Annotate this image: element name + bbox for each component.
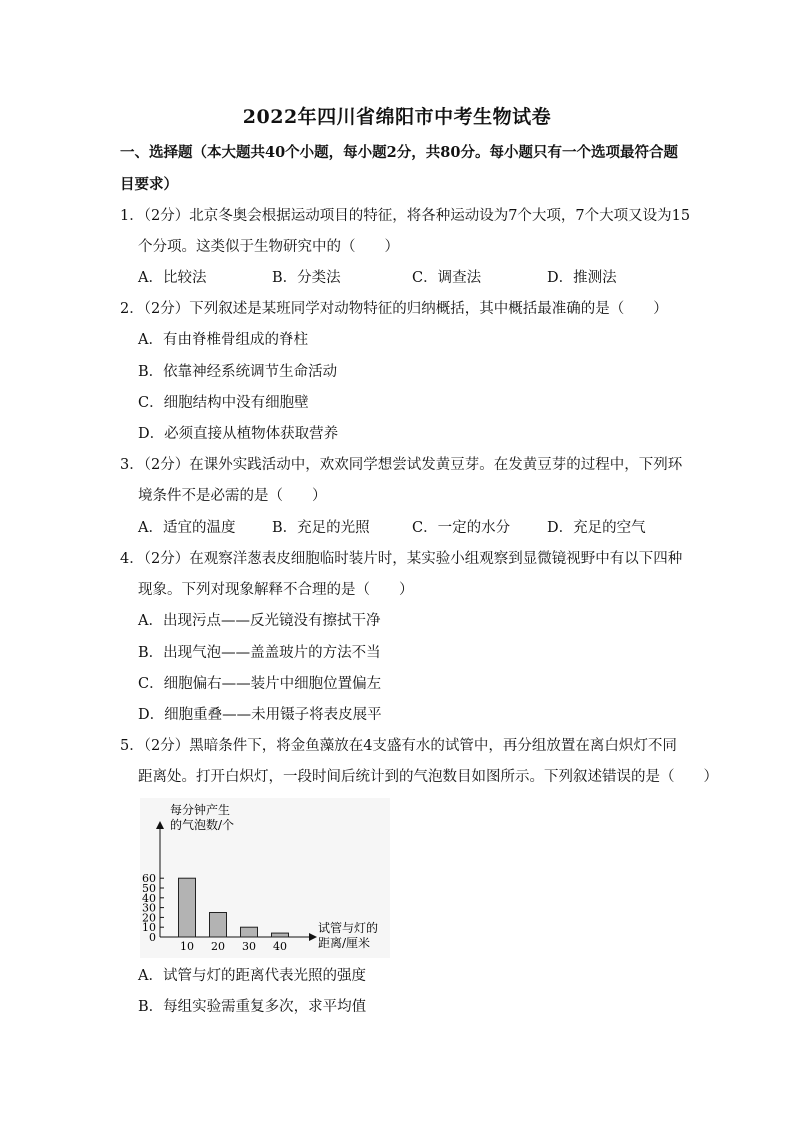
bar-40: [272, 933, 289, 937]
y-tick-label: 20: [142, 911, 156, 925]
q3-option-d: D．充足的空气: [547, 520, 646, 536]
q5-option-a: A．试管与灯的距离代表光照的强度: [138, 968, 366, 984]
y-tick-label: 50: [142, 882, 156, 895]
q1-stem-line1: 1．（2分）北京冬奥会根据运动项目的特征，将各种运动设为7个大项，7个大项又设为15: [120, 208, 691, 224]
q2-option-a: A．有由脊椎骨组成的脊柱: [138, 332, 308, 348]
q3-stem-line2: 境条件不是必需的是（ ）: [138, 488, 327, 504]
y-tick-label: 40: [142, 891, 156, 905]
q5-option-b: B．每组实验需重复多次，求平均值: [138, 999, 367, 1015]
x-tick-label: 30: [242, 940, 256, 953]
x-tick-label: 40: [273, 940, 287, 953]
q4-option-d: D．细胞重叠——未用镊子将表皮展平: [138, 707, 382, 723]
q2-option-c: C．细胞结构中没有细胞壁: [138, 395, 309, 411]
y-axis-label-line2: 的气泡数/个: [170, 818, 235, 832]
page-title: 2022年四川省绵阳市中考生物试卷: [242, 106, 552, 128]
section-heading-line1: 一、选择题（本大题共40个小题，每小题2分，共80分。每小题只有一个选项最符合题: [120, 144, 678, 161]
q1-option-b: B．分类法: [272, 270, 341, 286]
x-tick-label: 10: [180, 940, 194, 953]
y-axis-label-line1: 每分钟产生: [170, 803, 231, 817]
bubble-count-bar-chart: [140, 798, 390, 958]
q3-stem-line1: 3．（2分）在课外实践活动中，欢欢同学想尝试发黄豆芽。在发黄豆芽的过程中，下列环: [120, 457, 683, 473]
q1-option-d: D．推测法: [547, 270, 617, 286]
q2-option-b: B．依靠神经系统调节生命活动: [138, 364, 338, 380]
y-tick-label: 30: [142, 901, 156, 915]
q4-option-b: B．出现气泡——盖盖玻片的方法不当: [138, 645, 381, 661]
q4-stem-line1: 4．（2分）在观察洋葱表皮细胞临时装片时，某实验小组观察到显微镜视野中有以下四种: [120, 551, 683, 567]
q3-option-a: A．适宜的温度: [138, 520, 236, 536]
bar-30: [241, 927, 258, 937]
bar-20: [210, 913, 227, 938]
q1-option-a: A．比较法: [138, 270, 207, 286]
q1-option-c: C．调查法: [412, 270, 482, 286]
section-heading-line2: 目要求）: [120, 176, 178, 193]
x-axis-label-line2: 距离/厘米: [318, 936, 371, 950]
y-tick-label: 0: [149, 931, 156, 944]
q4-option-c: C．细胞偏右——装片中细胞位置偏左: [138, 676, 382, 692]
q3-option-b: B．充足的光照: [272, 520, 370, 536]
q5-stem-line1: 5．（2分）黑暗条件下，将金鱼藻放在4支盛有水的试管中，再分组放置在离白炽灯不同: [120, 738, 677, 754]
x-tick-label: 20: [211, 940, 225, 953]
x-axis-label-line1: 试管与灯的: [318, 921, 379, 935]
q1-stem-line2: 个分项。这类似于生物研究中的（ ）: [138, 239, 399, 255]
q4-stem-line2: 现象。下列对现象解释不合理的是（ ）: [138, 582, 414, 598]
bar-10: [179, 878, 196, 937]
y-tick-label: 60: [142, 872, 156, 886]
q4-option-a: A．出现污点——反光镜没有擦拭干净: [138, 613, 381, 629]
q2-stem-line1: 2．（2分）下列叙述是某班同学对动物特征的归纳概括，其中概括最准确的是（ ）: [120, 301, 668, 317]
q2-option-d: D．必须直接从植物体获取营养: [138, 426, 339, 442]
q3-option-c: C．一定的水分: [412, 520, 511, 536]
q5-stem-line2: 距离处。打开白炽灯，一段时间后统计到的气泡数目如图所示。下列叙述错误的是（ ）: [138, 769, 718, 785]
y-tick-label: 10: [142, 921, 156, 935]
